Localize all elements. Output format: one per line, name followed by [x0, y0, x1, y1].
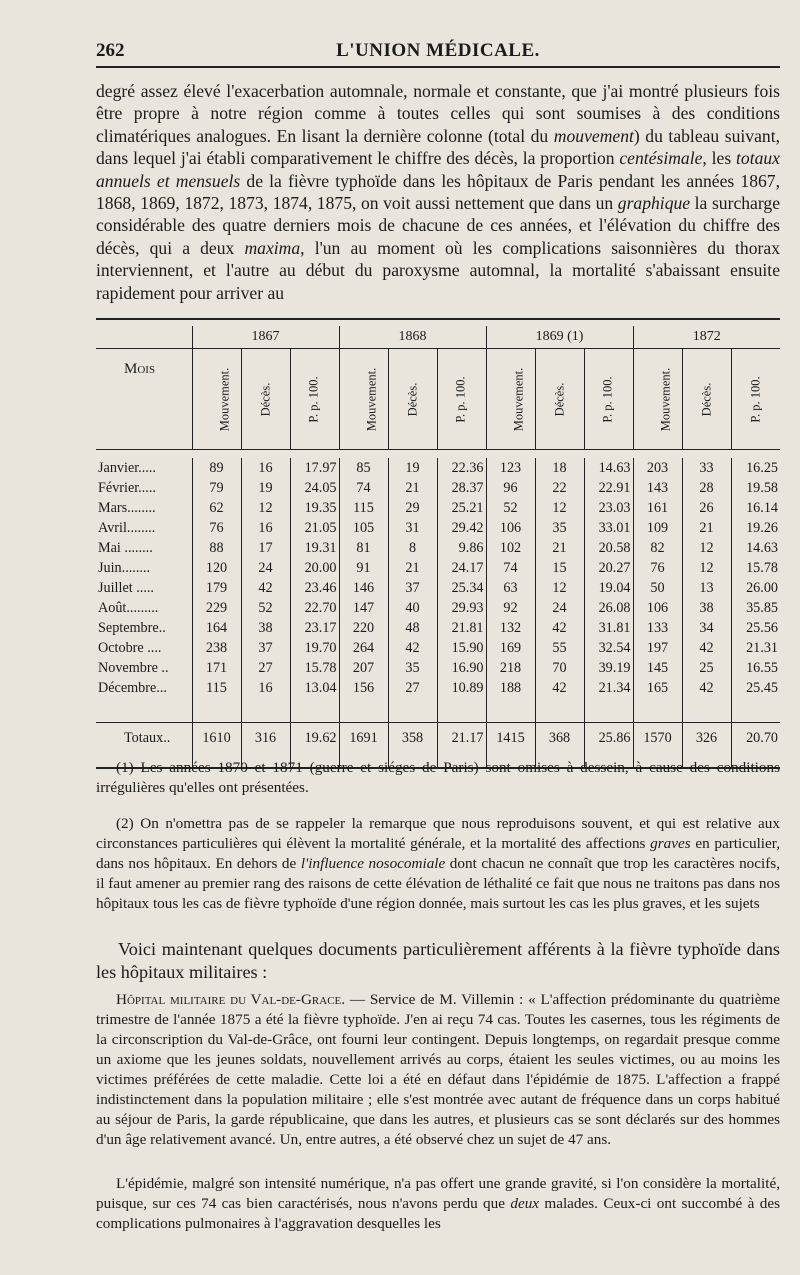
table-cell: 164 [192, 618, 241, 638]
table-cell: 25.34 [437, 578, 486, 598]
table-cell: 106 [486, 518, 535, 538]
table-cell: 74 [339, 478, 388, 498]
column-header [535, 349, 584, 450]
table-cell: 197 [633, 638, 682, 658]
table-cell: 17.97 [290, 458, 339, 478]
table-cell: 16 [241, 678, 290, 698]
table-cell: 76 [192, 518, 241, 538]
table-cell: 31.81 [584, 618, 633, 638]
table-cell: 81 [339, 538, 388, 558]
table-cell: 63 [486, 578, 535, 598]
column-header-label: Décès. [257, 382, 272, 416]
table-cell: 34 [682, 618, 731, 638]
table-cell: 18 [535, 458, 584, 478]
table-cell: 32.54 [584, 638, 633, 658]
table-cell: 16.55 [731, 658, 780, 678]
italic-run: deux [510, 1195, 540, 1212]
table-cell: 21 [388, 558, 437, 578]
table-cell: 14.63 [584, 458, 633, 478]
table-cell: 13.04 [290, 678, 339, 698]
table-cell [388, 698, 437, 723]
table-cell: 21 [388, 478, 437, 498]
table-cell: 39.19 [584, 658, 633, 678]
table-cell: 21 [682, 518, 731, 538]
table-cell: 29.42 [437, 518, 486, 538]
text-run: malades. Ceux-ci ont succombé à des complications pulmonaires à l'aggravation desquelles les [96, 1195, 780, 1232]
table-row [96, 558, 780, 578]
table-cell: 42 [241, 578, 290, 598]
table-cell: 19.58 [731, 478, 780, 498]
table-cell: 37 [388, 578, 437, 598]
text-run: la surcharge considérable des quatre derniers mois de chacune de ces années, et l'élévation du chiffre des décès, qui a deux [96, 193, 781, 258]
table-cell: 21.05 [290, 518, 339, 538]
table-cell: 19.62 [290, 723, 339, 754]
table-cell: 55 [535, 638, 584, 658]
table-cell: 19.26 [731, 518, 780, 538]
table-cell: 74 [486, 558, 535, 578]
paragraph-military: Voici maintenant quelques documents particulièrement afférents à la fièvre typhoïde dans les hôpitaux militaires : [96, 939, 780, 982]
table-row [96, 618, 780, 638]
table-cell: 22.70 [290, 598, 339, 618]
italic-run: totaux annuels et mensuels [96, 148, 780, 191]
table-cell: 123 [486, 458, 535, 478]
month-cell: Septembre.. [98, 620, 166, 636]
table-cell: 21 [535, 538, 584, 558]
column-header [388, 349, 437, 450]
table-cell: 220 [339, 618, 388, 638]
text-run: , l'un au moment où les complications saisonnières du thorax interviennent, et l'autre au début du paroxysme automnal, la mortalité s'abaissant ensuite rapidement pour arriver au [96, 237, 780, 303]
table-cell: 109 [633, 518, 682, 538]
table-cell: 169 [486, 638, 535, 658]
table-cell: 165 [633, 678, 682, 698]
table-cell: 8 [388, 538, 437, 558]
table-cell: 15.90 [437, 638, 486, 658]
table-cell: 16.25 [731, 458, 780, 478]
column-header-label: Décès. [551, 382, 566, 416]
journal-title: L'UNION MÉDICALE. [336, 40, 540, 61]
table-cell: 145 [633, 658, 682, 678]
table-cell: 106 [633, 598, 682, 618]
table-cell: 26 [682, 498, 731, 518]
month-cell: Juin........ [98, 560, 151, 576]
column-header-label: P. p. 100. [748, 375, 763, 423]
table-cell: 42 [682, 638, 731, 658]
table-cell: 16.14 [731, 498, 780, 518]
table-cell: 15.78 [731, 558, 780, 578]
text-run: de la fièvre typhoïde dans les hôpitaux de Paris pendant les années 1867, 1868, 1869, 1872, 1873, 1874, 1875, on voit aussi nettement que dans un [96, 170, 781, 214]
table-cell: 120 [192, 558, 241, 578]
column-header-label: Mouvement. [510, 367, 525, 431]
table-cell: 21.81 [437, 618, 486, 638]
table-cell: 20.70 [731, 723, 780, 754]
italic-run: mouvement [553, 125, 634, 146]
table-cell: 24 [241, 558, 290, 578]
table-cell: 42 [682, 678, 731, 698]
section-heading: Hôpital militaire du Val-de-Grace. [116, 991, 346, 1008]
table-cell: 19 [388, 458, 437, 478]
table-cell: 19 [241, 478, 290, 498]
table-cell: 23.17 [290, 618, 339, 638]
text-run: en particulier, dans nos hôpitaux. En dehors de [96, 835, 780, 872]
table-cell: 31 [388, 518, 437, 538]
column-header [486, 349, 535, 450]
paragraph-epidemie [96, 1174, 780, 1234]
running-head [96, 38, 780, 68]
table-cell: 326 [682, 723, 731, 754]
table-cell: 171 [192, 658, 241, 678]
table-cell: 14.63 [731, 538, 780, 558]
table-cell: 19.35 [290, 498, 339, 518]
column-header [731, 349, 780, 450]
column-header-label: Décès. [404, 382, 419, 416]
month-cell: Mai ........ [98, 540, 153, 556]
table-row [96, 658, 780, 678]
table-cell: 52 [486, 498, 535, 518]
table-cell: 24 [535, 598, 584, 618]
table-cell: 85 [339, 458, 388, 478]
table-cell: 91 [339, 558, 388, 578]
table-cell: 156 [339, 678, 388, 698]
typhoid-statistics-table [96, 318, 780, 771]
table-cell [731, 698, 780, 723]
table-cell: 24.05 [290, 478, 339, 498]
table-cell: 38 [241, 618, 290, 638]
text-run: , les [702, 148, 737, 169]
month-cell: Juillet ..... [98, 580, 154, 596]
table-cell: 25.45 [731, 678, 780, 698]
table-cell: 12 [535, 578, 584, 598]
table-cell [535, 698, 584, 723]
column-header [437, 349, 486, 450]
table-cell: 89 [192, 458, 241, 478]
table-cell: 133 [633, 618, 682, 638]
table-cell: 12 [241, 498, 290, 518]
table-cell: 179 [192, 578, 241, 598]
table-cell: 82 [633, 538, 682, 558]
column-header [682, 349, 731, 450]
table-cell: 26.08 [584, 598, 633, 618]
table-cell: 37 [241, 638, 290, 658]
table-cell: 17 [241, 538, 290, 558]
table-cell: 35.85 [731, 598, 780, 618]
table-cell: 88 [192, 538, 241, 558]
section-text: — Service de M. Villemin : « L'affection prédominante du quatrième trimestre de l'année 1875 a été la fièvre typhoïde. J'en ai reçu 74 cas. Toutes les casernes, tous les régiments de la circonscription du Val-de-Grâce, ont fourni leur contingent. Depuis longtemps, on regardait presque comme un axiome que les jeunes soldats, nouvellement arrivés au corps, étaient les seules victimes, ou au moins les victimes préférées de cette maladie. Cette loi a été en défaut dans l'épidémie de 1875. L'affection a frappé indistinctement dans la population militaire ; elle s'est montrée avec autant de fréquence dans un corps habitué au séjour de Paris, la garde républicaine, que dans les autres, et plusieurs cas se sont déclarés sur des hommes d'un âge relativement avancé. Un, entre autres, a été observé chez un sujet de 47 ans. [96, 991, 780, 1148]
table-cell: 33 [682, 458, 731, 478]
table-cell: 70 [535, 658, 584, 678]
table-cell [633, 698, 682, 723]
table-cell: 35 [388, 658, 437, 678]
month-cell: Novembre .. [98, 660, 169, 676]
table-cell: 368 [535, 723, 584, 754]
table-cell: 16.90 [437, 658, 486, 678]
table-cell: 1415 [486, 723, 535, 754]
table-cell: 143 [633, 478, 682, 498]
table-row [96, 678, 780, 698]
column-header-label: Mouvement. [657, 367, 672, 431]
table-cell: 238 [192, 638, 241, 658]
table-cell: 1691 [339, 723, 388, 754]
table-cell: 19.31 [290, 538, 339, 558]
table-cell: 203 [633, 458, 682, 478]
table-cell: 42 [535, 678, 584, 698]
table-cell: 229 [192, 598, 241, 618]
footnote-1: (1) Les années 1870 et 1871 (guerre et siéges de Paris) sont omises à dessein, à cause des conditions irrégulières qu'elles ont présentées. [96, 759, 780, 796]
table-cell: 62 [192, 498, 241, 518]
column-header-label: P. p. 100. [453, 375, 468, 423]
column-header [339, 349, 388, 450]
table-row [96, 698, 780, 723]
table-cell: 79 [192, 478, 241, 498]
table-cell: 264 [339, 638, 388, 658]
column-header-label: Mouvement. [216, 367, 231, 431]
table-cell: 12 [682, 538, 731, 558]
table-cell: 1570 [633, 723, 682, 754]
table-cell: 42 [388, 638, 437, 658]
table-row [96, 538, 780, 558]
column-header-label: P. p. 100. [600, 375, 615, 423]
table-cell: 35 [535, 518, 584, 538]
table-cell: 161 [633, 498, 682, 518]
table-cell: 24.17 [437, 558, 486, 578]
table-cell: 40 [388, 598, 437, 618]
table-cell: 12 [535, 498, 584, 518]
table-cell: 22.91 [584, 478, 633, 498]
totals-row [96, 723, 780, 754]
table-cell [437, 698, 486, 723]
table-cell: 52 [241, 598, 290, 618]
table-cell: 19.70 [290, 638, 339, 658]
table-cell: 29 [388, 498, 437, 518]
table-cell [486, 698, 535, 723]
table-cell: 218 [486, 658, 535, 678]
paragraph-intro [96, 80, 780, 304]
year-header: 1867 [192, 326, 339, 349]
table-cell: 21.34 [584, 678, 633, 698]
table-cell: 28 [682, 478, 731, 498]
text-run: L'épidémie, malgré son intensité numérique, n'a pas offert une grande gravité, si l'on considère la mortalité, puisque, sur ces 74 cas bien caractérisés, nous n'avons perdu que [96, 1175, 780, 1212]
table-cell: 115 [339, 498, 388, 518]
month-cell: Décembre... [98, 680, 167, 696]
table-cell: 23.46 [290, 578, 339, 598]
table-cell: 13 [682, 578, 731, 598]
table-cell: 146 [339, 578, 388, 598]
month-cell: Octobre .... [98, 640, 162, 656]
column-header [241, 349, 290, 450]
column-header [633, 349, 682, 450]
table-cell: 29.93 [437, 598, 486, 618]
month-cell: Janvier..... [98, 460, 156, 476]
table-cell: 96 [486, 478, 535, 498]
table-cell: 48 [388, 618, 437, 638]
sub-header-row [96, 349, 780, 450]
footnote-2 [96, 814, 780, 914]
table-cell: 23.03 [584, 498, 633, 518]
table-cell: 20.58 [584, 538, 633, 558]
year-header-row [96, 326, 780, 349]
table-row [96, 598, 780, 618]
table-cell: 102 [486, 538, 535, 558]
table-cell: 22 [535, 478, 584, 498]
table-cell: 21.31 [731, 638, 780, 658]
table-cell: 15 [535, 558, 584, 578]
table-cell: 33.01 [584, 518, 633, 538]
table-cell: 188 [486, 678, 535, 698]
table-cell: 19.04 [584, 578, 633, 598]
table-cell: 27 [241, 658, 290, 678]
table-cell: 147 [339, 598, 388, 618]
month-cell [96, 698, 192, 723]
italic-run: centésimale [619, 148, 703, 169]
month-cell: Février..... [98, 480, 156, 496]
table-cell: 25 [682, 658, 731, 678]
italic-run: graphique [617, 193, 691, 214]
italic-run: maxima [244, 237, 301, 258]
mois-header: Mois [96, 349, 192, 450]
table-cell: 21.17 [437, 723, 486, 754]
table-row [96, 638, 780, 658]
text-run: dont chacun ne connaît que trop les caractères nocifs, il faut amener au premier rang des raisons de cette élévation de léthalité ce fait que nous ne traitons pas dans nos hôpitaux tous les cas de fièvre typhoïde d'une région donnée, mais surtout les cas les plus graves, et les sujets [96, 855, 780, 912]
text-run: degré assez élevé l'exacerbation automnale, normale et constante, que j'ai montré plusieurs fois être propre à notre région comme à toutes celles qui sont soumises à des conditions climatériques analogues. En lisant la dernière colonne (total du [96, 81, 780, 146]
column-header [192, 349, 241, 450]
table-cell: 27 [388, 678, 437, 698]
table-cell: 12 [682, 558, 731, 578]
table-cell: 42 [535, 618, 584, 638]
table-cell: 105 [339, 518, 388, 538]
table-cell: 316 [241, 723, 290, 754]
table-cell: 10.89 [437, 678, 486, 698]
table-cell [241, 698, 290, 723]
totals-label: Totaux.. [96, 723, 192, 754]
table-cell: 25.56 [731, 618, 780, 638]
table-cell [290, 698, 339, 723]
table-cell: 22.36 [437, 458, 486, 478]
table-row [96, 578, 780, 598]
column-header-label: Décès. [698, 382, 713, 416]
table-cell [682, 698, 731, 723]
table-row [96, 498, 780, 518]
table-cell: 207 [339, 658, 388, 678]
table-cell: 50 [633, 578, 682, 598]
page-number: 262 [96, 40, 125, 61]
year-header: 1872 [633, 326, 780, 349]
table-cell: 15.78 [290, 658, 339, 678]
table-cell: 76 [633, 558, 682, 578]
table-cell: 25.21 [437, 498, 486, 518]
table-cell: 28.37 [437, 478, 486, 498]
column-header-label: Mouvement. [363, 367, 378, 431]
table-cell: 26.00 [731, 578, 780, 598]
italic-run: l'influence nosocomiale [300, 855, 446, 872]
month-cell: Mars........ [98, 500, 156, 516]
table-cell: 38 [682, 598, 731, 618]
month-cell: Août......... [98, 600, 159, 616]
column-header-label: P. p. 100. [306, 375, 321, 423]
table-row [96, 518, 780, 538]
table-cell: 358 [388, 723, 437, 754]
table-cell: 16 [241, 518, 290, 538]
table-cell [192, 698, 241, 723]
month-cell: Avril........ [98, 520, 156, 536]
text-run: (2) On n'omettra pas de se rappeler la remarque que nous reproduisons souvent, et qui est relative aux circonstances particulières qui élèvent la mortalité générale, et la mortalité des affections [96, 815, 780, 852]
table-row [96, 458, 780, 478]
column-header [584, 349, 633, 450]
table-cell: 16 [241, 458, 290, 478]
table-cell: 1610 [192, 723, 241, 754]
table-cell [584, 698, 633, 723]
italic-run: graves [650, 835, 691, 852]
year-header: 1869 (1) [486, 326, 633, 349]
table-cell: 20.00 [290, 558, 339, 578]
table-cell [339, 698, 388, 723]
header-blank [96, 326, 192, 349]
table-cell: 132 [486, 618, 535, 638]
section-val-de-grace [96, 990, 780, 1150]
table-row [96, 478, 780, 498]
table-cell: 92 [486, 598, 535, 618]
column-header [290, 349, 339, 450]
table-cell: 25.86 [584, 723, 633, 754]
table-cell: 9.86 [437, 538, 486, 558]
table-cell: 115 [192, 678, 241, 698]
table-cell: 20.27 [584, 558, 633, 578]
year-header: 1868 [339, 326, 486, 349]
text-run: ) du tableau suivant, dans lequel j'ai établi comparativement le chiffre des décès, la proportion [96, 125, 780, 169]
